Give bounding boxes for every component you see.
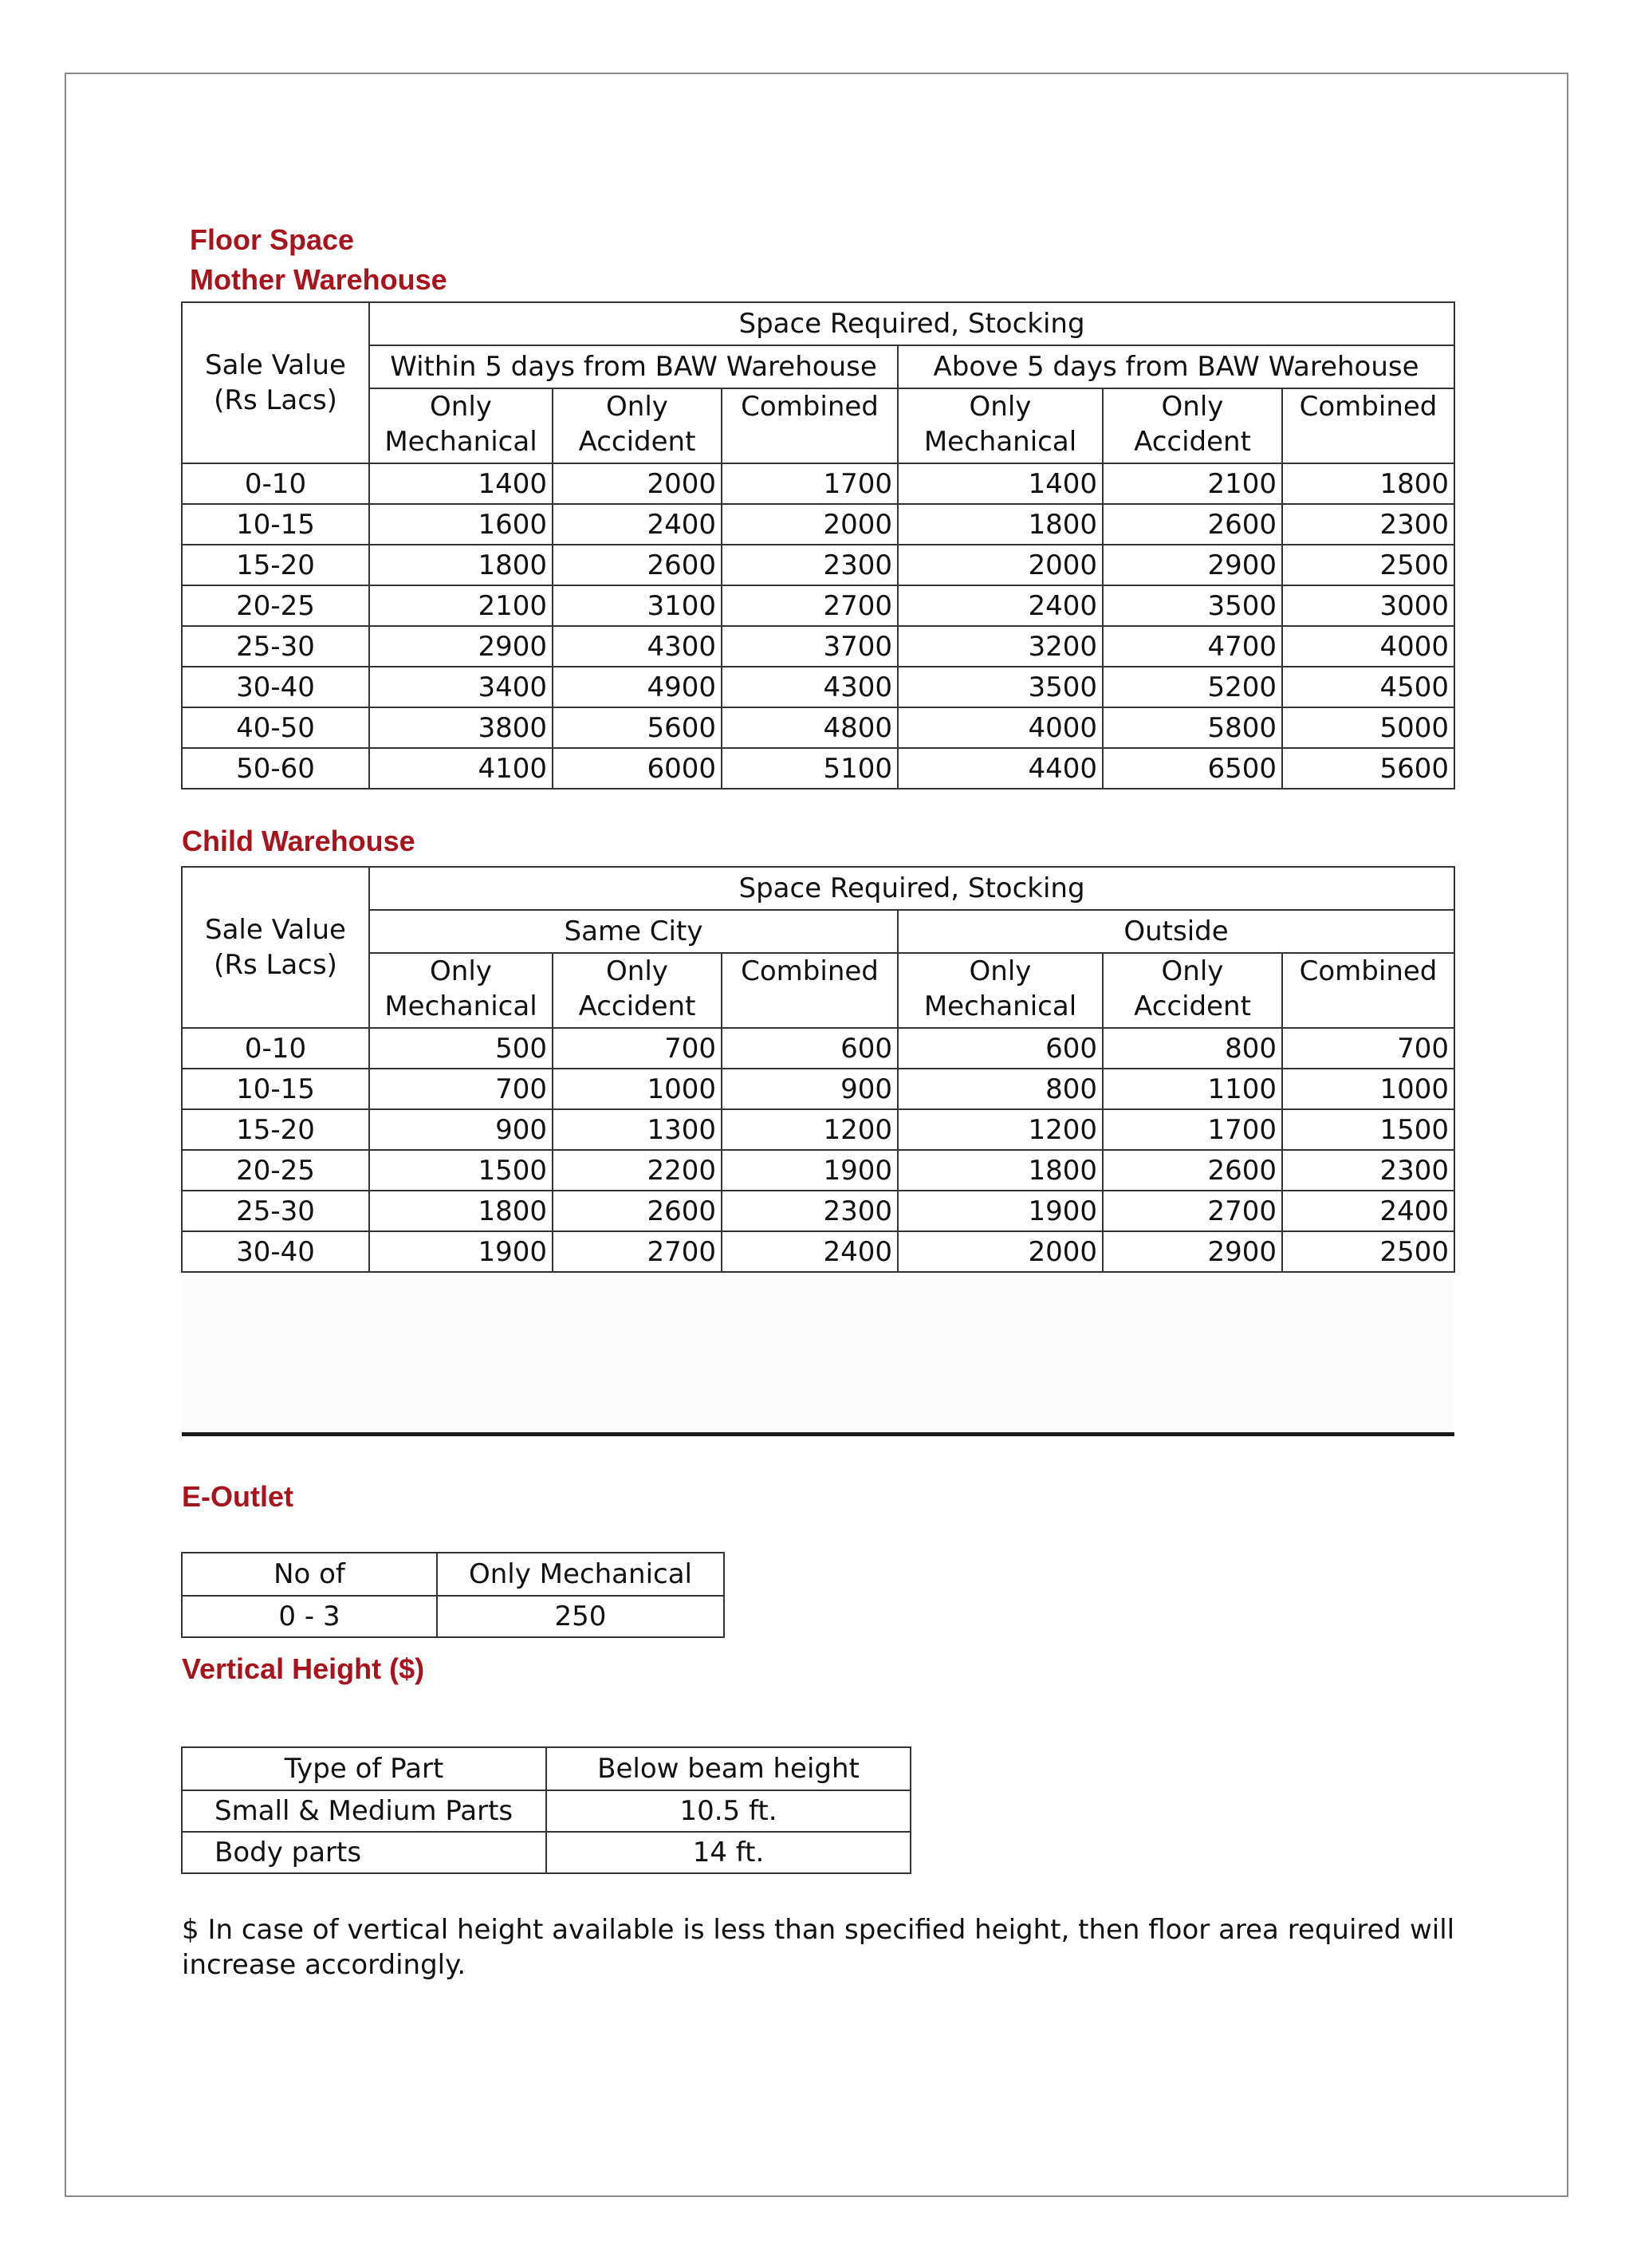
sale-value-range: 15-20: [182, 1109, 369, 1150]
child-warehouse-table: [181, 866, 1455, 1273]
space-value: 900: [722, 1069, 898, 1109]
space-value: 2500: [1282, 1231, 1454, 1272]
sale-value-range: 25-30: [182, 1191, 369, 1231]
space-value: 1300: [553, 1109, 722, 1150]
vh-part-type: Small & Medium Parts: [182, 1790, 546, 1832]
col-only-accident: Only Accident: [1103, 388, 1282, 463]
space-value: 2900: [1103, 545, 1282, 585]
space-value: 600: [898, 1028, 1103, 1069]
space-value: 2000: [722, 504, 898, 545]
space-value: 1000: [1282, 1069, 1454, 1109]
space-value: 2600: [553, 545, 722, 585]
sale-value-range: 0-10: [182, 463, 369, 504]
space-value: 4400: [898, 748, 1103, 789]
space-value: 2300: [1282, 1150, 1454, 1191]
space-value: 700: [553, 1028, 722, 1069]
table-row: [182, 463, 1454, 504]
group-above-5-days: Above 5 days from BAW Warehouse: [898, 345, 1454, 388]
space-value: 2900: [1103, 1231, 1282, 1272]
sale-value-range: 50-60: [182, 748, 369, 789]
space-value: 2600: [1103, 1150, 1282, 1191]
mother-warehouse-table: [181, 301, 1455, 789]
sale-value-range: 40-50: [182, 707, 369, 748]
sale-value-range: 25-30: [182, 626, 369, 667]
table-row: [182, 667, 1454, 707]
space-value: 2600: [553, 1191, 722, 1231]
space-value: 1700: [722, 463, 898, 504]
space-value: 2300: [722, 1191, 898, 1231]
space-value: 2300: [1282, 504, 1454, 545]
vertical-height-note: $ In case of vertical height available is less than specified height, then floor area required will increase accordingly.: [182, 1914, 1455, 1981]
space-value: 2100: [369, 585, 553, 626]
table-row: [182, 1231, 1454, 1272]
col-combined: Combined: [1282, 388, 1454, 463]
section-divider: [182, 1432, 1454, 1436]
space-value: 5100: [722, 748, 898, 789]
space-value: 5800: [1103, 707, 1282, 748]
col-only-mechanical: Only Mechanical: [898, 953, 1103, 1028]
space-value: 4700: [1103, 626, 1282, 667]
space-value: 2200: [553, 1150, 722, 1191]
blank-band: [182, 1276, 1453, 1435]
space-value: 2500: [1282, 545, 1454, 585]
space-value: 4100: [369, 748, 553, 789]
space-required-header: Space Required, Stocking: [369, 867, 1454, 910]
vh-part-height: 10.5 ft.: [546, 1790, 911, 1832]
sale-value-range: 30-40: [182, 1231, 369, 1272]
space-value: 700: [1282, 1028, 1454, 1069]
space-value: 2000: [898, 1231, 1103, 1272]
table-row: [182, 1191, 1454, 1231]
mother-warehouse-heading: Mother Warehouse: [190, 263, 447, 296]
space-value: 1800: [369, 1191, 553, 1231]
space-value: 5600: [1282, 748, 1454, 789]
space-value: 2900: [369, 626, 553, 667]
col-only-accident: Only Accident: [553, 953, 722, 1028]
space-value: 1800: [1282, 463, 1454, 504]
space-value: 1400: [898, 463, 1103, 504]
vertical-height-table: [181, 1746, 911, 1874]
sale-value-range: 10-15: [182, 504, 369, 545]
space-value: 4500: [1282, 667, 1454, 707]
e-outlet-header-mechanical: Only Mechanical: [437, 1553, 724, 1596]
space-value: 4800: [722, 707, 898, 748]
space-value: 1600: [369, 504, 553, 545]
space-value: 1700: [1103, 1109, 1282, 1150]
table-row: [182, 504, 1454, 545]
table-row: [182, 1109, 1454, 1150]
e-outlet-header-count: No of: [182, 1553, 437, 1596]
space-value: 2000: [553, 463, 722, 504]
sale-value-range: 20-25: [182, 585, 369, 626]
space-value: 2700: [722, 585, 898, 626]
space-value: 5200: [1103, 667, 1282, 707]
table-row: [182, 1150, 1454, 1191]
space-value: 1400: [369, 463, 553, 504]
space-value: 1900: [898, 1191, 1103, 1231]
e-outlet-space: 250: [437, 1596, 724, 1637]
space-value: 800: [1103, 1028, 1282, 1069]
space-value: 1000: [553, 1069, 722, 1109]
sale-value-header: Sale Value (Rs Lacs): [182, 302, 369, 463]
table-row: [182, 1028, 1454, 1069]
group-within-5-days: Within 5 days from BAW Warehouse: [369, 345, 898, 388]
col-only-mechanical: Only Mechanical: [898, 388, 1103, 463]
space-value: 4000: [898, 707, 1103, 748]
space-value: 3500: [1103, 585, 1282, 626]
sale-value-range: 10-15: [182, 1069, 369, 1109]
space-value: 1800: [898, 1150, 1103, 1191]
space-value: 3200: [898, 626, 1103, 667]
table-row: [182, 585, 1454, 626]
space-value: 1200: [722, 1109, 898, 1150]
space-value: 4300: [722, 667, 898, 707]
space-value: 1500: [1282, 1109, 1454, 1150]
col-only-mechanical: Only Mechanical: [369, 388, 553, 463]
sale-value-header: Sale Value (Rs Lacs): [182, 867, 369, 1028]
space-value: 2100: [1103, 463, 1282, 504]
space-value: 900: [369, 1109, 553, 1150]
space-value: 3000: [1282, 585, 1454, 626]
col-combined: Combined: [1282, 953, 1454, 1028]
table-row: [182, 545, 1454, 585]
space-value: 3100: [553, 585, 722, 626]
child-warehouse-heading: Child Warehouse: [182, 825, 415, 857]
space-value: 2700: [1103, 1191, 1282, 1231]
space-value: 2400: [898, 585, 1103, 626]
col-combined: Combined: [722, 953, 898, 1028]
space-value: 1800: [898, 504, 1103, 545]
sale-value-range: 15-20: [182, 545, 369, 585]
space-value: 1900: [369, 1231, 553, 1272]
space-value: 2400: [722, 1231, 898, 1272]
vertical-height-heading: Vertical Height ($): [182, 1652, 425, 1685]
mother-table-body: [182, 463, 1454, 789]
col-only-accident: Only Accident: [1103, 953, 1282, 1028]
space-value: 2400: [1282, 1191, 1454, 1231]
group-outside: Outside: [898, 910, 1454, 953]
space-value: 2700: [553, 1231, 722, 1272]
space-value: 5600: [553, 707, 722, 748]
e-outlet-count: 0 - 3: [182, 1596, 437, 1637]
col-only-mechanical: Only Mechanical: [369, 953, 553, 1028]
e-outlet-table: [181, 1552, 725, 1638]
space-value: 1200: [898, 1109, 1103, 1150]
vh-header-height: Below beam height: [546, 1747, 911, 1790]
e-outlet-heading: E-Outlet: [182, 1480, 293, 1513]
space-value: 1900: [722, 1150, 898, 1191]
space-value: 2400: [553, 504, 722, 545]
sale-value-range: 30-40: [182, 667, 369, 707]
table-row: [182, 1069, 1454, 1109]
vh-header-type: Type of Part: [182, 1747, 546, 1790]
space-value: 6000: [553, 748, 722, 789]
space-required-header: Space Required, Stocking: [369, 302, 1454, 345]
space-value: 2000: [898, 545, 1103, 585]
child-table-body: [182, 1028, 1454, 1272]
space-value: 600: [722, 1028, 898, 1069]
space-value: 3800: [369, 707, 553, 748]
space-value: 2600: [1103, 504, 1282, 545]
space-value: 4000: [1282, 626, 1454, 667]
space-value: 3400: [369, 667, 553, 707]
table-row: [182, 626, 1454, 667]
space-value: 1500: [369, 1150, 553, 1191]
vh-part-type: Body parts: [182, 1832, 546, 1873]
col-combined: Combined: [722, 388, 898, 463]
space-value: 6500: [1103, 748, 1282, 789]
space-value: 2300: [722, 545, 898, 585]
space-value: 500: [369, 1028, 553, 1069]
space-value: 4300: [553, 626, 722, 667]
space-value: 800: [898, 1069, 1103, 1109]
vh-part-height: 14 ft.: [546, 1832, 911, 1873]
col-only-accident: Only Accident: [553, 388, 722, 463]
table-row: [182, 707, 1454, 748]
space-value: 3700: [722, 626, 898, 667]
sale-value-range: 20-25: [182, 1150, 369, 1191]
space-value: 1800: [369, 545, 553, 585]
space-value: 4900: [553, 667, 722, 707]
group-same-city: Same City: [369, 910, 898, 953]
sale-value-range: 0-10: [182, 1028, 369, 1069]
floor-space-heading: Floor Space: [190, 223, 355, 256]
table-row: [182, 748, 1454, 789]
space-value: 3500: [898, 667, 1103, 707]
space-value: 1100: [1103, 1069, 1282, 1109]
space-value: 5000: [1282, 707, 1454, 748]
space-value: 700: [369, 1069, 553, 1109]
